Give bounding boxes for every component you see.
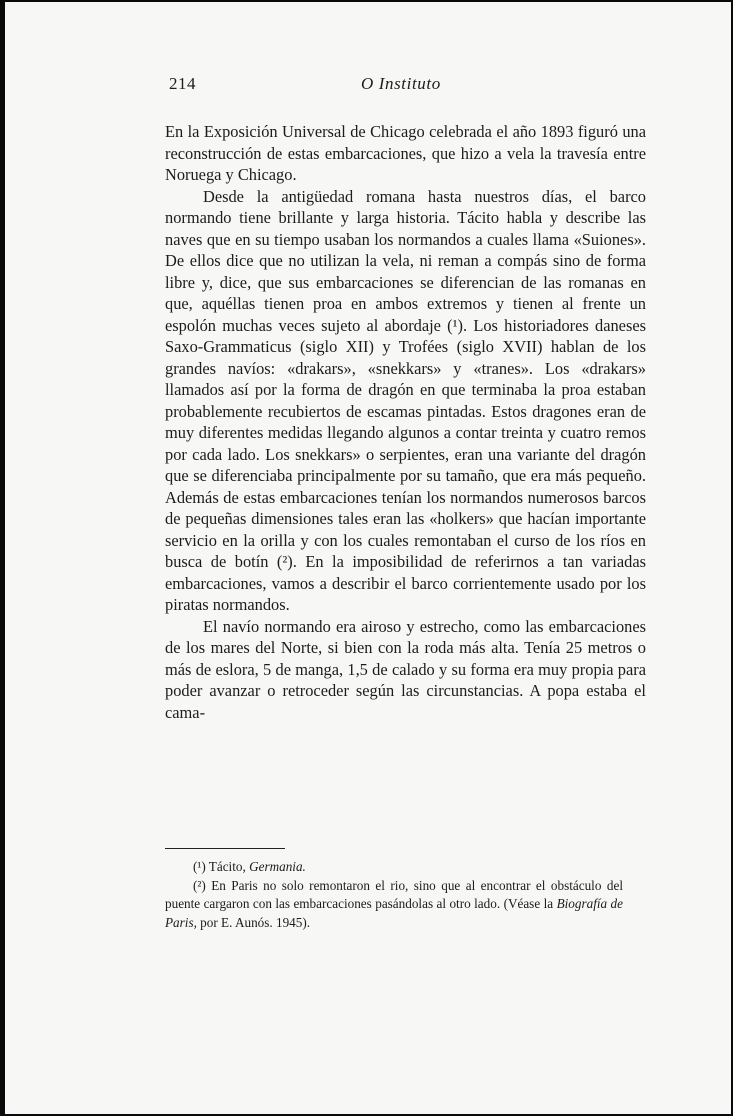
journal-title: O Instituto — [361, 74, 441, 93]
footnote-2-citation: por E. Aunós. 1945). — [196, 914, 311, 930]
page-number: 214 — [169, 74, 196, 93]
footnote-1-work-title: Germania. — [249, 859, 306, 874]
paragraph-2: Desde la antigüedad romana hasta nuestros días, el barco normando tiene brillante y larga historia. Tácito habla y describe las naves que en su tiempo usaban los normandos a cuales llama «Suiones». De ellos dice que no utilizan la vela, ni reman a compás sino de forma libre y, dice, que sus embarcaciones se diferencian de las romanas en que, aquéllas tienen proa en ambos extremos y tienen al frente un espolón muchas veces sujeto al abordaje (¹). Los historiadores daneses Saxo-Grammaticus (siglo XII) y Trofées (siglo XVII) hablan de los grandes navíos: «drakars», «snekkars» y «tranes». Los «drakars» llamados así por la forma de dragón en que terminaba la proa estaban probablemente recubiertos de escamas pintadas. Estos dragones eran de muy diferentes medidas llegando algunos a contar treinta y cuatro remos por cada lado. Los snekkars» o serpientes, eran una variante del dragón que se diferenciaba principalmente por su tamaño, que era más pequeño. Además de estas embarcaciones tenían los normandos numerosos barcos de pequeñas dimensiones tales eran las «holkers» que hacían importante servicio en la orilla y con los cuales remontaban el curso de los ríos en busca de botín (²). En la imposibilidad de referirnos a tan variadas embarcaciones, vamos a describir el barco corrientemente usado por los piratas normandos. — [165, 186, 646, 614]
footnote-2 — [165, 877, 623, 933]
paragraph-3: El navío normando era airoso y estrecho, como las embarcaciones de los mares del Norte, si bien con la roda más alta. Tenía 25 metros o más de eslora, 5 de manga, 1,5 de calado y su forma era muy propia para poder avanzar o retroceder según las circunstancias. A popa estaba el cama- — [165, 616, 646, 722]
footnotes — [165, 858, 623, 932]
footnote-1 — [165, 858, 623, 877]
body-text — [165, 121, 646, 723]
running-header — [165, 74, 635, 104]
footnote-2-work-title: Biografía de Paris, — [165, 896, 623, 930]
paragraph-1: En la Exposición Universal de Chicago celebrada el año 1893 figuró una reconstrucción de estas embarcaciones, que hizo a vela la travesía entre Noruega y Chicago. — [165, 122, 646, 184]
footnote-1-text: (¹) Tácito, — [193, 859, 250, 874]
footnote-2-text: (²) En Paris no solo remontaron el rio, sino que al encontrar el obstáculo del puente cargaron con las embarcaciones pasándolas al otro lado. (Véase la — [165, 877, 623, 911]
footnote-divider — [165, 848, 285, 849]
